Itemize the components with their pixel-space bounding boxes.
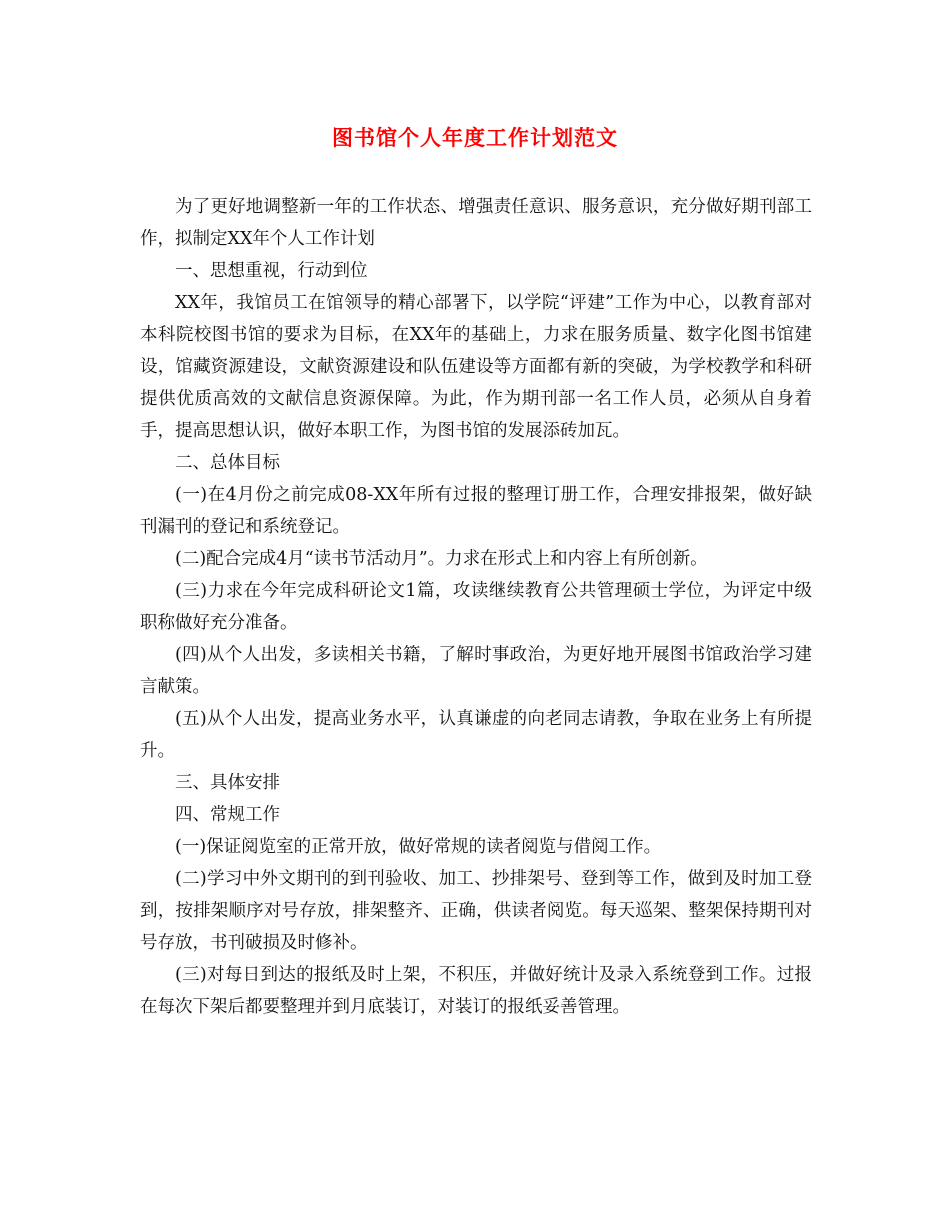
goal-item-5: (五)从个人出发，提高业务水平，认真谦虚的向老同志请教，争取在业务上有所提升。 — [140, 709, 812, 761]
document-body — [140, 191, 812, 1023]
routine-item-1: (一)保证阅览室的正常开放，做好常规的读者阅览与借阅工作。 — [175, 837, 662, 857]
section-heading-3: 三、具体安排 — [175, 773, 280, 793]
document-title: 图书馆个人年度工作计划范文 — [332, 125, 618, 150]
goal-item-2: (二)配合完成4月“读书节活动月”。力求在形式上和内容上有所创新。 — [175, 549, 708, 569]
goal-item-4: (四)从个人出发，多读相关书籍，了解时事政治，为更好地开展图书馆政治学习建言献策。 — [140, 645, 812, 697]
paragraph: XX年，我馆员工在馆领导的精心部署下，以学院“评建”工作为中心，以教育部对本科院校图书馆的要求为目标，在XX年的基础上，力求在服务质量、数字化图书馆建设，馆藏资源建设，文献资源建设和队伍建设等方面都有新的突破，为学校教学和科研提供优质高效的文献信息资源保障。为此，作为期刊部一名工作人员，必须从自身着手，提高思想认识，做好本职工作，为图书馆的发展添砖加瓦。 — [140, 293, 812, 441]
goal-item-1: (一)在4月份之前完成08-XX年所有过报的整理订册工作，合理安排报架，做好缺刊漏刊的登记和系统登记。 — [140, 485, 812, 537]
routine-item-2: (二)学习中外文期刊的到刊验收、加工、抄排架号、登到等工作，做到及时加工登到，按排架顺序对号存放，排架整齐、正确，供读者阅览。每天巡架、整架保持期刊对号存放，书刊破损及时修补。 — [140, 869, 812, 953]
routine-item-3: (三)对每日到达的报纸及时上架，不积压，并做好统计及录入系统登到工作。过报在每次下架后都要整理并到月底装订，对装订的报纸妥善管理。 — [140, 965, 812, 1017]
goal-item-3: (三)力求在今年完成科研论文1篇，攻读继续教育公共管理硕士学位，为评定中级职称做好充分准备。 — [140, 581, 812, 633]
section-heading-4: 四、常规工作 — [175, 805, 280, 825]
intro-paragraph: 为了更好地调整新一年的工作状态、增强责任意识、服务意识，充分做好期刊部工作，拟制定XX年个人工作计划 — [140, 197, 812, 249]
section-heading-2: 二、总体目标 — [175, 453, 280, 473]
section-heading-1: 一、思想重视，行动到位 — [175, 261, 368, 281]
